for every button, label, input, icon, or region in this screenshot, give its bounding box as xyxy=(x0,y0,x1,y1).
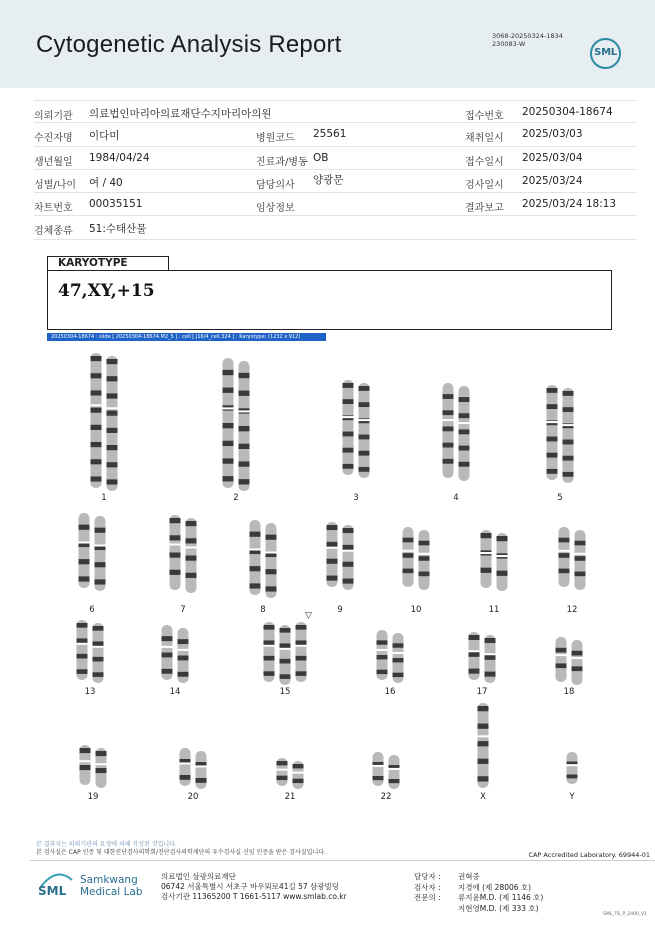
sex-age-label: 성별/나이 xyxy=(34,179,77,191)
info-row xyxy=(34,216,637,239)
institution-label: 의뢰기관 xyxy=(34,111,73,122)
chromosome-3 xyxy=(358,383,370,478)
patient-info-table xyxy=(34,100,637,240)
chromosome-17 xyxy=(484,635,496,683)
karyotype-result: 47,XY,+15 xyxy=(58,281,155,301)
samkwang-logo-icon xyxy=(36,868,76,898)
dept-label: 진료과/병동 xyxy=(256,156,308,168)
chromosome-19 xyxy=(95,748,107,788)
specimen-label: 검체종류 xyxy=(34,226,73,238)
chromosome-15 xyxy=(279,625,291,685)
chromosome-label-8: 8 xyxy=(260,605,266,615)
chromosome-1 xyxy=(106,356,118,491)
chromosome-label-6: 6 xyxy=(89,605,95,615)
chromosome-label-11: 11 xyxy=(488,605,500,615)
samkwang-logo-text: Samkwang Medical Lab xyxy=(80,874,143,898)
chromosome-5 xyxy=(562,388,574,483)
collect-date-label: 채취일시 xyxy=(465,133,504,145)
chromosome-11 xyxy=(496,533,508,591)
chromosome-10 xyxy=(418,530,430,590)
chromosome-2 xyxy=(238,361,250,491)
doctor-value: 양광문 xyxy=(313,173,344,186)
exam-date-label: 검사일시 xyxy=(465,179,504,191)
footer-note: 본 결과지는 의뢰기관의 요청에 의해 작성된 것입니다. 본 검사실은 CAP 인증 및 대한진단검사의학회/진단검사의학재단의 우수검사실 신임 인증을 받은 검사실입니다. xyxy=(36,841,326,856)
chart-no-label: 차트번호 xyxy=(34,203,73,215)
sex-age-value: 여 / 40 xyxy=(89,176,123,189)
footer-divider xyxy=(30,860,655,861)
chromosome-label-12: 12 xyxy=(566,605,578,615)
chromosome-18 xyxy=(555,637,567,682)
report-value: 2025/03/24 18:13 xyxy=(522,198,617,211)
chromosome-label-2: 2 xyxy=(233,493,239,503)
receipt-no-label: 접수번호 xyxy=(465,111,504,122)
chromosome-9 xyxy=(342,525,354,590)
chromosome-12 xyxy=(558,527,570,587)
chromosome-label-3: 3 xyxy=(353,493,359,503)
chromosome-label-7: 7 xyxy=(180,605,186,615)
chromosome-20 xyxy=(195,751,207,789)
chromosome-8 xyxy=(265,523,277,598)
chromosome-2 xyxy=(222,358,234,488)
chromosome-label-5: 5 xyxy=(557,493,563,503)
receipt-date-value: 2025/03/04 xyxy=(522,151,583,164)
chromosome-Y xyxy=(566,752,578,784)
svg-text:SML: SML xyxy=(38,884,67,898)
chromosome-21 xyxy=(276,758,288,786)
hospital-code-value: 25561 xyxy=(313,128,347,141)
chromosome-label-4: 4 xyxy=(453,493,459,503)
dept-value: OB xyxy=(313,151,329,164)
chromosome-3 xyxy=(342,380,354,475)
chromosome-11 xyxy=(480,530,492,588)
chromosome-label-X: X xyxy=(480,792,486,802)
chromosome-9 xyxy=(326,522,338,587)
karyotype-tab: KARYOTYPE xyxy=(47,256,169,270)
chromosome-20 xyxy=(179,748,191,786)
chromosome-12 xyxy=(574,530,586,590)
chromosome-6 xyxy=(94,516,106,591)
chromosome-label-15: 15 xyxy=(279,687,291,697)
document-code: SML_T6_P_2400_V1 xyxy=(603,912,647,917)
chromosome-label-21: 21 xyxy=(284,792,296,802)
info-row xyxy=(34,193,637,216)
chromosome-6 xyxy=(78,513,90,588)
chromosome-13 xyxy=(76,620,88,680)
info-row xyxy=(34,100,637,123)
chromosome-label-19: 19 xyxy=(87,792,99,802)
dob-value: 1984/04/24 xyxy=(89,151,150,164)
chromosome-19 xyxy=(79,745,91,785)
chromosome-15 xyxy=(263,622,275,682)
chart-no-value: 00035151 xyxy=(89,198,143,211)
chromosome-4 xyxy=(458,386,470,481)
report-header xyxy=(0,0,655,88)
chromosome-label-18: 18 xyxy=(563,687,575,697)
chromosome-4 xyxy=(442,383,454,478)
chromosome-X xyxy=(477,703,489,788)
cap-accreditation: CAP Accredited Laboratory. 69944-01 xyxy=(528,851,650,859)
patient-label: 수진자명 xyxy=(34,133,73,145)
trisomy-marker: ▽ xyxy=(305,611,312,621)
lab-address: 의료법인 삼광의료재단 06742 서울특별시 서초구 바우뫼로41길 57 삼광빌딩 검사기관 11365200 T 1661-5117 www.smlab.co.kr xyxy=(161,872,347,901)
chromosome-15 xyxy=(295,622,307,682)
chromosome-16 xyxy=(376,630,388,680)
lab-staff: 담당자 : 권혁중 검사자 : 지경애 (제 28006 호) 전문의 : 류지윤M.D. (제 1146 호) 지현영M.D. (제 333 호) xyxy=(414,872,544,913)
karyotype-result-box xyxy=(47,270,612,330)
chromosome-label-22: 22 xyxy=(380,792,392,802)
chromosome-label-20: 20 xyxy=(187,792,199,802)
clinical-label: 임상정보 xyxy=(256,203,295,215)
doctor-label: 담당의사 xyxy=(256,179,295,191)
chromosome-21 xyxy=(292,761,304,789)
receipt-date-label: 접수일시 xyxy=(465,156,504,168)
chromosome-16 xyxy=(392,633,404,683)
info-row xyxy=(34,170,637,193)
receipt-no-value: 20250304-18674 xyxy=(522,106,613,118)
chromosome-13 xyxy=(92,623,104,683)
chromosome-10 xyxy=(402,527,414,587)
chromosome-label-14: 14 xyxy=(169,687,181,697)
chromosome-label-10: 10 xyxy=(410,605,422,615)
info-row xyxy=(34,147,637,170)
chromosome-22 xyxy=(372,752,384,786)
exam-date-value: 2025/03/24 xyxy=(522,174,583,187)
sml-logo: SML xyxy=(590,38,621,69)
dob-label: 생년월일 xyxy=(34,156,73,168)
report-label: 결과보고 xyxy=(465,203,504,215)
collect-date-value: 2025/03/03 xyxy=(522,128,583,141)
chromosome-5 xyxy=(546,385,558,480)
chromosome-14 xyxy=(177,628,189,683)
slide-info-bar: 20250304-18674 : slide [ 20250304-18674.M2_5 ] : cell [ J16/4_cell.324 ] : Karyotype: (1232 x 912) xyxy=(47,333,326,341)
karyogram-image xyxy=(40,345,620,815)
institution-value: 의료법인마리아의료재단수지마리아의원 xyxy=(89,108,272,120)
chromosome-1 xyxy=(90,353,102,488)
report-title: Cytogenetic Analysis Report xyxy=(36,31,342,58)
patient-value: 이다미 xyxy=(89,130,120,143)
chromosome-label-13: 13 xyxy=(84,687,96,697)
chromosome-22 xyxy=(388,755,400,789)
chromosome-7 xyxy=(169,515,181,590)
specimen-value: 51:수태산물 xyxy=(89,223,147,236)
report-code: 3068-20250324-1834 230083-W xyxy=(492,32,563,48)
chromosome-8 xyxy=(249,520,261,595)
chromosome-17 xyxy=(468,632,480,680)
chromosome-7 xyxy=(185,518,197,593)
chromosome-label-Y: Y xyxy=(569,792,575,802)
hospital-code-label: 병원코드 xyxy=(256,133,295,145)
chromosome-label-16: 16 xyxy=(384,687,396,697)
chromosome-14 xyxy=(161,625,173,680)
chromosome-label-1: 1 xyxy=(101,493,107,503)
chromosome-18 xyxy=(571,640,583,685)
chromosome-label-17: 17 xyxy=(476,687,488,697)
info-row xyxy=(34,123,637,146)
chromosome-label-9: 9 xyxy=(337,605,343,615)
